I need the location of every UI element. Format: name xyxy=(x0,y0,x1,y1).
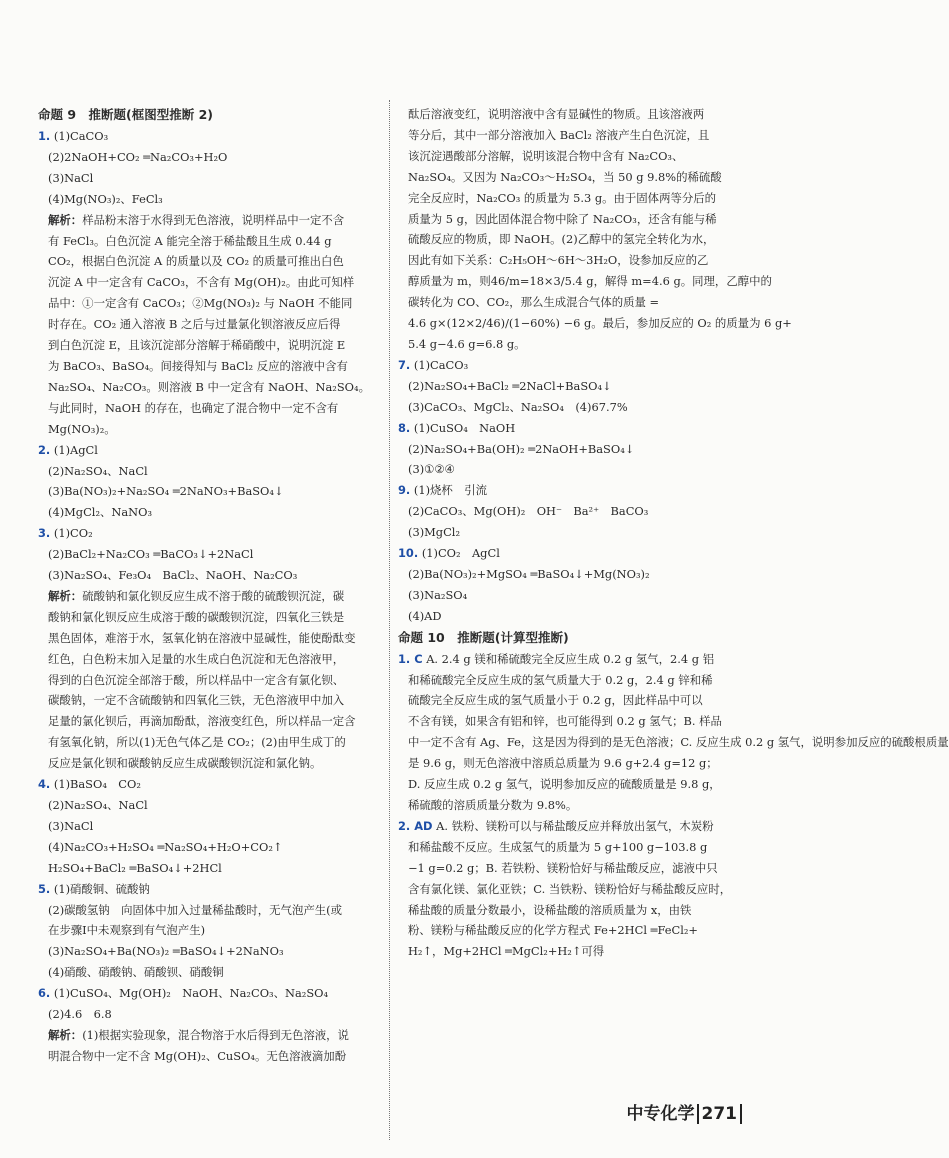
line-text: Na₂SO₄。又因为 Na₂CO₃～H₂SO₄，当 50 g 9.8%的稀硫酸 xyxy=(408,169,722,184)
line-text: (1)烧杯 引流 xyxy=(413,483,487,498)
line-text: (1)硝酸铜、硫酸钠 xyxy=(53,881,150,896)
line-text: D. 反应生成 0.2 g 氢气，说明参加反应的硫酸质量是 9.8 g， xyxy=(408,777,721,792)
text-line xyxy=(38,628,386,649)
text-line xyxy=(398,649,758,670)
text-line xyxy=(398,837,758,858)
text-line xyxy=(38,1004,386,1025)
line-text: (1)AgCl xyxy=(53,442,98,457)
line-text: (1)CO₂ xyxy=(53,526,93,541)
text-line xyxy=(38,1046,386,1067)
line-text: (2)Ba(NO₃)₂+MgSO₄ ═BaSO₄↓+Mg(NO₃)₂ xyxy=(408,566,650,581)
text-line xyxy=(38,941,386,962)
text-line xyxy=(398,376,758,397)
text-line xyxy=(398,125,758,146)
analysis-label: 解析： xyxy=(48,588,83,603)
line-text: (3)①②④ xyxy=(408,462,455,477)
line-text: Na₂SO₄、Na₂CO₃。则溶液 B 中一定含有 NaOH、Na₂SO₄。 xyxy=(48,379,370,394)
question-number: 6. xyxy=(38,986,51,1001)
text-line xyxy=(38,231,386,252)
line-text: 4.6 g×(12×2/46)/(1−60%) −6 g。最后，参加反应的 O₂ 的质量为 6 g+ xyxy=(408,316,792,331)
line-text: 稀盐酸的质量分数最小，设稀盐酸的溶质质量为 x，由铁 xyxy=(408,902,692,917)
analysis-label: 解析： xyxy=(48,212,83,227)
line-text: 质量为 5 g，因此固体混合物中除了 Na₂CO₃，还含有能与稀 xyxy=(408,211,717,226)
line-text: 足量的氯化钡后，再滴加酚酞，溶液变红色，所以样品一定含 xyxy=(48,714,356,729)
text-line xyxy=(38,837,386,858)
line-text: 样品粉末溶于水得到无色溶液，说明样品中一定不含 xyxy=(82,212,345,227)
text-line xyxy=(38,544,386,565)
right-column xyxy=(398,104,949,962)
text-line xyxy=(398,418,758,439)
text-line xyxy=(38,523,386,544)
text-line xyxy=(398,774,758,795)
line-text: (2)2NaOH+CO₂ ═Na₂CO₃+H₂O xyxy=(48,149,228,164)
text-line xyxy=(398,480,758,501)
page-footer xyxy=(627,1099,743,1124)
line-text: 中一定不含有 Ag、Fe，这是因为得到的是无色溶液；C. 反应生成 0.2 g 氢气，说明参加反应的硫酸根质量 xyxy=(408,735,949,750)
line-text: 命题 9 推断题(框图型推断 2) xyxy=(38,107,214,122)
text-line xyxy=(398,543,758,564)
text-line xyxy=(398,334,758,355)
text-line xyxy=(398,711,758,732)
text-line xyxy=(398,501,758,522)
line-text: 因此有如下关系：C₂H₅OH～6H～3H₂O，设参加反应的乙 xyxy=(408,253,709,268)
line-text: 有 FeCl₃。白色沉淀 A 能完全溶于稀盐酸且生成 0.44 g xyxy=(48,233,332,248)
line-text: 黑色固体，难溶于水，氢氧化钠在溶液中显碱性，能使酚酞变 xyxy=(48,630,356,645)
text-line xyxy=(38,168,386,189)
page-number: 271 xyxy=(697,1104,743,1124)
text-line xyxy=(38,690,386,711)
line-text: 反应是氯化钡和碳酸钠反应生成碳酸钡沉淀和氯化钠。 xyxy=(48,756,322,771)
line-text: 稀硫酸的溶质质量分数为 9.8%。 xyxy=(408,798,578,812)
line-text: 碳转化为 CO、CO₂，那么生成混合气体的质量 = xyxy=(408,295,660,310)
line-text: (1)CaCO₃ xyxy=(53,129,109,143)
question-number: 10. xyxy=(398,546,419,561)
line-text: (2)CaCO₃、Mg(OH)₂ OH⁻ Ba²⁺ BaCO₃ xyxy=(408,504,649,519)
line-text: 是 9.6 g，则无色溶液中溶质总质量为 9.6 g+2.4 g=12 g； xyxy=(408,756,718,771)
text-line xyxy=(38,732,386,753)
line-text: 和稀盐酸不反应。生成氢气的质量为 5 g+100 g−103.8 g xyxy=(408,839,708,854)
question-number: 1. C xyxy=(398,651,423,666)
line-text: (2)Na₂SO₄、NaCl xyxy=(48,798,148,812)
text-line xyxy=(398,753,758,774)
line-text: (1)CuSO₄ NaOH xyxy=(413,420,516,435)
line-text: (4)Mg(NO₃)₂、FeCl₃ xyxy=(48,191,163,206)
line-text: A. 2.4 g 镁和稀硫酸完全反应生成 0.2 g 氢气，2.4 g 铝 xyxy=(426,651,715,666)
line-text: A. 铁粉、镁粉可以与稀盐酸反应并释放出氢气，木炭粉 xyxy=(436,818,714,833)
line-text: 沉淀 A 中一定含有 CaCO₃，不含有 Mg(OH)₂。由此可知样 xyxy=(48,275,355,290)
text-line xyxy=(398,355,758,376)
line-text: 品中：①一定含有 CaCO₃；②Mg(NO₃)₂ 与 NaOH 不能同 xyxy=(48,296,353,311)
line-text: 到白色沉淀 E，且该沉淀部分溶解于稀硝酸中，说明沉淀 E xyxy=(48,338,346,353)
line-text: H₂↑，Mg+2HCl ═MgCl₂+H₂↑可得 xyxy=(408,944,605,959)
line-text: (4)MgCl₂、NaNO₃ xyxy=(48,505,153,520)
line-text: (3)NaCl xyxy=(48,170,94,185)
line-text: 酸钠和氯化钡反应生成溶于酸的碳酸钡沉淀，四氧化三铁是 xyxy=(48,609,345,624)
text-line xyxy=(38,481,386,502)
text-line xyxy=(398,920,758,941)
line-text: CO₂，根据白色沉淀 A 的质量以及 CO₂ 的质量可推出白色 xyxy=(48,254,344,269)
text-line xyxy=(398,732,949,753)
line-text: 和稀硫酸完全反应生成的氢气质量大于 0.2 g，2.4 g 锌和稀 xyxy=(408,672,713,687)
text-line xyxy=(38,607,386,628)
line-text: (1)根据实验现象，混合物溶于水后得到无色溶液，说 xyxy=(82,1027,349,1042)
line-text: 含有氯化镁、氯化亚铁；C. 当铁粉、镁粉恰好与稀盐酸反应时， xyxy=(408,881,732,896)
text-line xyxy=(38,753,386,774)
footer-title: 中专化学 xyxy=(626,1104,695,1124)
line-text: (3)CaCO₃、MgCl₂、Na₂SO₄ (4)67.7% xyxy=(408,399,628,414)
line-text: (3)MgCl₂ xyxy=(408,525,461,540)
text-line xyxy=(398,816,758,837)
line-text: 等分后，其中一部分溶液加入 BaCl₂ 溶液产生白色沉淀，且 xyxy=(408,127,710,142)
line-text: (3)Na₂SO₄+Ba(NO₃)₂ ═BaSO₄↓+2NaNO₃ xyxy=(48,944,284,959)
question-number: 8. xyxy=(398,420,411,435)
text-line xyxy=(38,983,386,1004)
line-text: (4)AD xyxy=(408,608,442,623)
line-text: 时存在。CO₂ 通入溶液 B 之后与过量氯化钡溶液反应后得 xyxy=(48,317,341,332)
text-line xyxy=(398,690,758,711)
left-column xyxy=(38,104,386,1067)
text-line xyxy=(398,900,758,921)
text-line xyxy=(398,585,758,606)
question-number: 1. xyxy=(38,129,51,143)
text-line xyxy=(38,189,386,210)
line-text: (4)Na₂CO₃+H₂SO₄ ═Na₂SO₄+H₂O+CO₂↑ xyxy=(48,839,283,854)
text-line xyxy=(398,292,758,313)
text-line xyxy=(38,795,386,816)
text-line xyxy=(38,502,386,523)
question-number: 7. xyxy=(398,357,411,372)
line-text: 粉、镁粉与稀盐酸反应的化学方程式 Fe+2HCl ═FeCl₂+ xyxy=(408,923,698,938)
question-number: 9. xyxy=(398,483,411,498)
line-text: 硫酸完全反应生成的氢气质量小于 0.2 g，因此样品中可以 xyxy=(408,693,703,708)
section-heading xyxy=(38,104,386,126)
text-line xyxy=(38,272,386,293)
line-text: 明混合物中一定不含 Mg(OH)₂、CuSO₄。无色溶液滴加酚 xyxy=(48,1048,347,1063)
line-text: (2)Na₂SO₄+Ba(OH)₂ ═2NaOH+BaSO₄↓ xyxy=(408,441,635,456)
line-text: 碳酸钠，一定不含硫酸钠和四氧化三铁，无色溶液甲中加入 xyxy=(48,693,345,708)
text-line xyxy=(38,858,386,879)
text-line xyxy=(38,419,386,440)
line-text: (1)CaCO₃ xyxy=(413,357,469,372)
line-text: 在步骤Ⅰ中未观察到有气泡产生) xyxy=(48,923,206,938)
text-line xyxy=(38,1025,386,1046)
text-line xyxy=(398,397,758,418)
text-line xyxy=(38,398,386,419)
line-text: 命题 10 推断题(计算型推断) xyxy=(398,629,569,645)
line-text: H₂SO₄+BaCl₂ ═BaSO₄↓+2HCl xyxy=(48,860,222,875)
question-number: 2. AD xyxy=(398,818,433,833)
text-line xyxy=(398,313,792,334)
line-text: (2)Na₂SO₄、NaCl xyxy=(48,463,148,478)
text-line xyxy=(38,962,386,983)
line-text: 与此同时，NaOH 的存在，也确定了混合物中一定不含有 xyxy=(48,400,339,415)
text-line xyxy=(398,670,758,691)
text-line xyxy=(38,210,386,231)
line-text: 硫酸钠和氯化钡反应生成不溶于酸的硫酸钡沉淀，碳 xyxy=(82,588,345,603)
text-line xyxy=(38,440,386,461)
text-line xyxy=(398,879,758,900)
line-text: (2)碳酸氢钠 向固体中加入过量稀盐酸时，无气泡产生(或 xyxy=(48,902,342,917)
text-line xyxy=(398,167,758,188)
text-line xyxy=(38,147,386,168)
line-text: 醇质量为 m，则46/m=18×3/5.4 g，解得 m=4.6 g。同理，乙醇中的 xyxy=(408,274,772,289)
line-text: 得到的白色沉淀全部溶于酸，所以样品中一定含有氯化钡、 xyxy=(48,672,345,687)
text-line xyxy=(38,251,386,272)
text-line xyxy=(398,459,758,480)
line-text: 完全反应时，Na₂CO₃ 的质量为 5.3 g。由于固体两等分后的 xyxy=(408,190,717,205)
text-line xyxy=(398,209,758,230)
line-text: (3)Na₂SO₄ xyxy=(408,587,468,602)
text-line xyxy=(398,104,758,125)
text-line xyxy=(398,146,758,167)
question-number: 3. xyxy=(38,526,51,541)
line-text: 5.4 g−4.6 g=6.8 g。 xyxy=(408,336,526,351)
text-line xyxy=(38,816,386,837)
text-line xyxy=(38,126,386,147)
text-line xyxy=(38,711,386,732)
line-text: (1)CO₂ AgCl xyxy=(421,546,500,561)
line-text: Mg(NO₃)₂。 xyxy=(48,421,116,436)
text-line xyxy=(38,670,386,691)
text-line xyxy=(38,649,386,670)
question-number: 4. xyxy=(38,777,51,792)
line-text: 为 BaCO₃、BaSO₄。间接得知与 BaCl₂ 反应的溶液中含有 xyxy=(48,358,348,373)
line-text: (2)BaCl₂+Na₂CO₃ ═BaCO₃↓+2NaCl xyxy=(48,547,254,562)
line-text: (3)Na₂SO₄、Fe₃O₄ BaCl₂、NaOH、Na₂CO₃ xyxy=(48,568,298,583)
text-line xyxy=(38,293,386,314)
line-text: 不含有镁，如果含有铝和锌，也可能得到 0.2 g 氢气；B. 样品 xyxy=(408,714,722,729)
column-divider xyxy=(389,100,390,1140)
text-line xyxy=(38,461,386,482)
text-line xyxy=(38,774,386,795)
line-text: 有氢氧化钠，所以(1)无色气体乙是 CO₂；(2)由甲生成丁的 xyxy=(48,735,346,750)
text-line xyxy=(38,565,386,586)
analysis-label: 解析： xyxy=(48,1027,83,1042)
text-line xyxy=(38,586,386,607)
line-text: −1 g=0.2 g；B. 若铁粉、镁粉恰好与稀盐酸反应，滤液中只 xyxy=(408,860,718,875)
question-number: 5. xyxy=(38,881,51,896)
line-text: (2)4.6 6.8 xyxy=(48,1007,112,1022)
line-text: 酞后溶液变红，说明溶液中含有显碱性的物质。且该溶液两 xyxy=(408,107,705,121)
text-line xyxy=(398,564,758,585)
line-text: 硫酸反应的物质，即 NaOH。(2)乙醇中的氢完全转化为水， xyxy=(408,232,715,247)
line-text: (1)CuSO₄、Mg(OH)₂ NaOH、Na₂CO₃、Na₂SO₄ xyxy=(53,986,329,1001)
text-line xyxy=(398,439,758,460)
line-text: (3)NaCl xyxy=(48,818,94,833)
line-text: (1)BaSO₄ CO₂ xyxy=(53,777,141,792)
text-line xyxy=(398,795,758,816)
section-heading xyxy=(398,627,758,649)
text-line xyxy=(38,356,386,377)
text-line xyxy=(38,920,386,941)
text-line xyxy=(398,271,772,292)
text-line xyxy=(38,900,386,921)
line-text: (2)Na₂SO₄+BaCl₂ ═2NaCl+BaSO₄↓ xyxy=(408,378,612,393)
line-text: 红色，白色粉末加入足量的水生成白色沉淀和无色溶液甲， xyxy=(48,651,345,666)
line-text: (4)硝酸、硝酸钠、硝酸钡、硝酸铜 xyxy=(48,965,224,980)
text-line xyxy=(38,314,386,335)
text-line xyxy=(398,606,758,627)
question-number: 2. xyxy=(38,442,51,457)
text-line xyxy=(398,188,758,209)
text-line xyxy=(398,250,758,271)
text-line xyxy=(38,879,386,900)
text-line xyxy=(398,522,758,543)
line-text: 该沉淀遇酸部分溶解，说明该混合物中含有 Na₂CO₃、 xyxy=(408,148,684,163)
line-text: (3)Ba(NO₃)₂+Na₂SO₄ ═2NaNO₃+BaSO₄↓ xyxy=(48,484,284,499)
text-line xyxy=(398,858,758,879)
text-line xyxy=(398,229,758,250)
text-line xyxy=(398,941,758,962)
text-line xyxy=(38,335,386,356)
text-line xyxy=(38,377,386,398)
